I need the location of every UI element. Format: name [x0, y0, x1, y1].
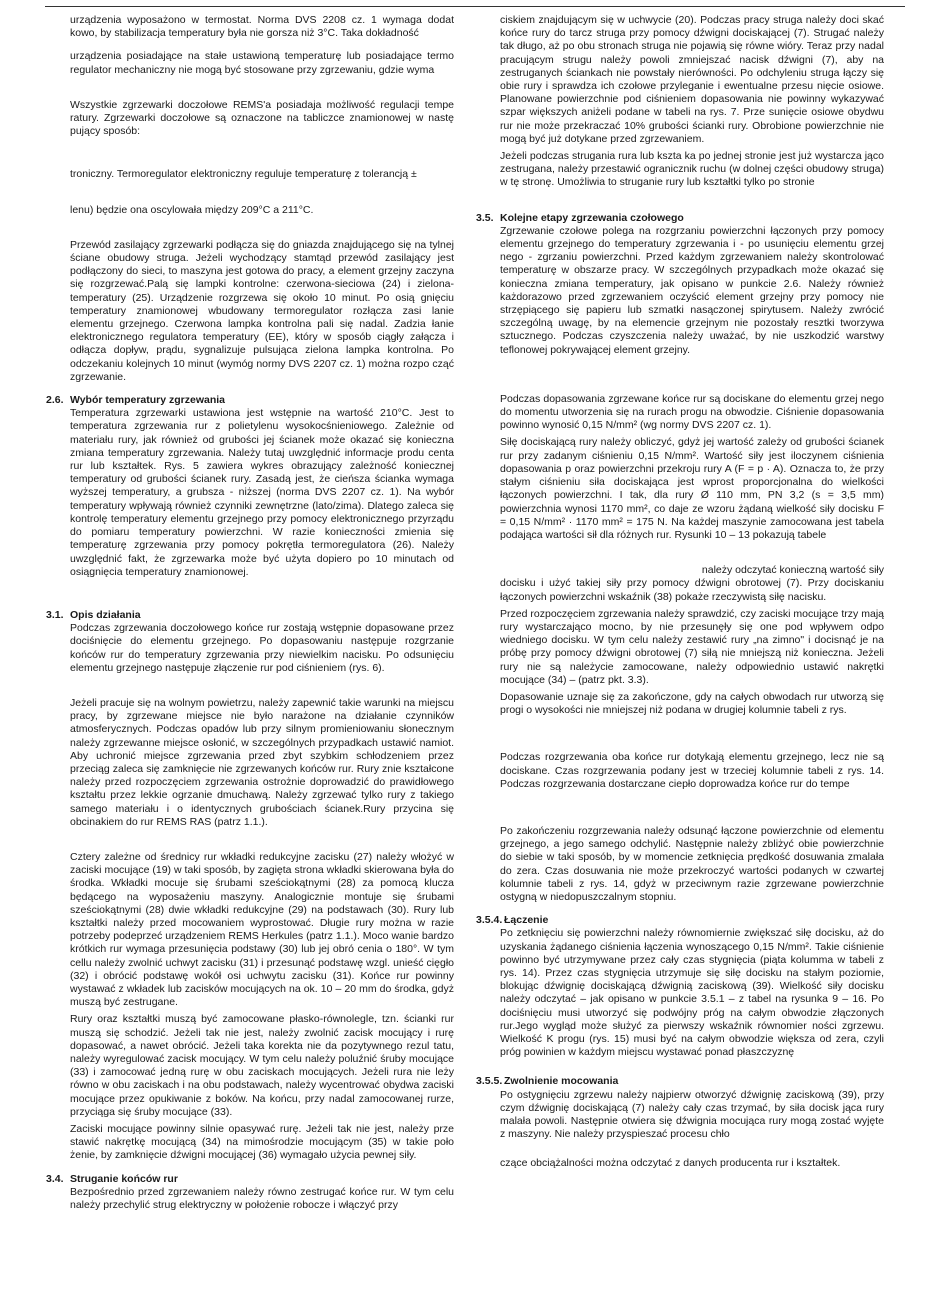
paragraph: Bezpośrednio przed zgrzewaniem należy równo zestrugać końce rur. W tym celu należy przechylić strug elektryczny w położenie robocze i włączyć przy — [70, 1185, 454, 1212]
section-title: Struganie końców rur — [70, 1172, 178, 1185]
section-title: Opis działania — [70, 608, 141, 621]
section-title: Łączenie — [504, 914, 549, 927]
paragraph: Po ostygnięciu zgrzewu należy najpierw otworzyć dźwignię zaciskową (39), przy czym dźwignię dociskającą (7) należy cały czas trzymać, by siła docisk jąca rury malała powoli. Następnie otwiera się dźwignia mocująca rury mogą zostać wyjęte z maszyny. Nie należy przyspieszać procesu chło — [500, 1088, 884, 1141]
paragraph: Wszystkie zgrzewarki doczołowe REMS'a posiadaja możliwość regulacji tempe ratury. Zgrzewarki doczołowe są oznaczone na tabliczce znamionowej w nastę pujący sposób: — [70, 98, 454, 138]
section-heading-3-5-5 — [476, 1075, 884, 1088]
paragraph: Podczas rozgrzewania oba końce rur dotykają elementu grzejnego, lecz nie są dociskane. Czas rozgrzewania podany jest w trzeciej kolumnie tabeli z rys. 14. Podczas rozgrzewania dostarczane ciepło doprowadza końce rur do tempe — [500, 751, 884, 790]
paragraph: należy odczytać konieczną wartość siły — [701, 564, 884, 577]
section-heading-3-1 — [46, 609, 454, 622]
paragraph: lenu) będzie ona oscylowała między 209°C a 211°C. — [70, 203, 314, 216]
section-number: 3.5.4. — [476, 914, 503, 927]
section-title: Kolejne etapy zgrzewania czołowego — [500, 211, 684, 224]
paragraph: Rury oraz kształtki muszą być zamocowane płasko-równolegle, tzn. ścianki rur muszą się schodzić. Jeżeli tak nie jest, należy zwolnić zacisk mocujący i rurę dopasować, a nawet obrócić. Jeżeli taka korekta nie da pozytywnego rezul tatu, należy wyregulować zacisk mocujący. W tym celu należy poluźnić śruby mocujące (33) i zamocować jedną rurę w obu zaciskach mocujących. Jeżeli rura nie leży równo w obu zaciskach i na obu podstawach, należy wycentrować obydwa zaciski mocujące przez opukiwanie z boków. Na końcu, przy nadal zamocowanej rurze, przyciąga się śruby mocujące (33). — [70, 1013, 454, 1118]
section-heading-2-6 — [46, 394, 454, 407]
paragraph: Przewód zasilający zgrzewarki podłącza się do gniazda znajdującego się na tylnej ściane obudowy struga. Jeżeli wychodzący stamtąd przewód zasilający jest podłączony do sieci, to maszyna jest gotowa do pracy, a element grzejny zaczyna się rozgrzewać.Palą się lampki kontrolne: czerwona-sieciowa (24) i zielona- temperatury (25). Urządzenie rozgrzewa się około 10 minut. Po osią gnięciu temperatury znamionowej wbudowany termoregulator rozłącza zasi lanie elementu grzejnego. Czerwona lampka kontrolna pali się nadal. Zadzia łanie elektronicznego regulatora temperatury (EE), który w sposób ciągły załącza i odłącza dopływ, prądu, sygnalizuje pulsująca zielona lampka kontrolna. Po odczekaniu kolejnych 10 minut (wymóg normy DVS 2207 cz. 1) można rozpo cząć zgrzewanie. — [70, 238, 454, 383]
section-number: 3.4. — [46, 1172, 64, 1185]
paragraph: czące obciążalności można odczytać z danych producenta rur i kształtek. — [500, 1157, 841, 1170]
left-column — [46, 14, 454, 1212]
paragraph: Cztery zależne od średnicy rur wkładki redukcyjne zacisku (27) należy włożyć w zaciski mocujące (19) w taki sposób, by zagięta strona wkładki skierowana była do środka. Wkładki mocuje się śrubami sześciokątnymi (28) za pomocą klucza będącego na wyposażeniu maszyny. Analogicznie montuje się śrubami sześciokątnymi (28) dwie wkładki redukcyjne (29) na podstawach (30). Rury lub kształtki należy przed mocowaniem wyprostować. Długie rury można w razie potrzeby podeprzeć urządzeniem REMS Herkules (patrz 1.1.). Moco wanie bardzo krótkich rur wymaga przesunięcia podstawy (30) lub jej obró cenia o 180°. W tym cellu należy zwolnić uchwyt zacisku (31) i przesunąć podstawę wzgl. unieść cięgło (32) i obrócić podstawę wokół osi uchwytu zacisku (31). Końce rur powinny wystawać z wkładek lub zacisków mocujących na ok. 10 – 20 mm do środka, gdyż muszą być zestrugane. — [70, 850, 454, 1009]
section-title: Wybór temperatury zgrzewania — [70, 394, 226, 407]
section-number: 3.1. — [46, 608, 64, 621]
paragraph: Dopasowanie uznaje się za zakończone, gdy na całych obwodach rur utworzą się progi o wysokości nie mniejszej niż podana w drugiej kolumnie tabeli z rys. — [500, 690, 884, 717]
section-number: 3.5.5. — [476, 1075, 503, 1088]
paragraph: docisku i użyć takiej siły przy pomocy dźwigni obrotowej (7). Przy dociskaniu łączonych powierzchni wskaźnik (38) pokaże rzeczywistą siłę nacisku. — [500, 577, 884, 603]
right-column — [476, 14, 884, 1171]
paragraph: troniczny. Termoregulator elektroniczny reguluje temperaturę z tolerancją ± — [70, 168, 417, 181]
paragraph: Siłę dociskającą rury należy obliczyć, gdyż jej wartość zależy od grubości ścianek rur przy zadanym ciśnieniu 0,15 N/mm². Wartość siły jest iloczynem ciśnienia dopasowania p oraz powierzchni przekroju rury A (F = p · A). Oznacza to, że przy stałym ciśnieniu siła dociskająca jest wprost proporcjonalna do wielkości łączonych powierzchni. I tak, dla rury Ø 110 mm, PN 3,2 (s = 3,5 mm) powierzchnia wynosi 1170 mm², co daje ze wzoru żądaną wielkość siły docisku F = 0,15 N/mm² · 1170 mm² = 175 N. Na każdej maszynie zamocowana jest tabela podająca wartości sił dla różnych rur. Rysunki 10 – 13 pokazują tabele — [500, 436, 884, 541]
paragraph: urządzenia posiadające na stałe ustawioną temperaturę lub posiadające termo regulator mechaniczny nie mogą być stosowane przy zgrzewaniu, gdzie wyma — [70, 50, 454, 76]
section-heading-3-4 — [46, 1173, 454, 1186]
paragraph: Podczas dopasowania zgrzewane końce rur są dociskane do elementu grzej nego do momentu utworzenia się na rurach progu na obwodzie. Ciśnienie dopasowania powinno wynosić 0,15 N/mm² (wg normy DVS 2207 cz. 1). — [500, 392, 884, 432]
paragraph: Zgrzewanie czołowe polega na rozgrzaniu powierzchni łączonych przy pomocy elementu grzejnego do temperatury zgrzewania i - po usunięciu elementu grzej nego - zgrzaniu powierzchni. Przed każdym zgrzewaniem należy skontrolować temperaturę w obszarze pracy. W szczególnych przypadkach może okazać się konieczna zmiana temperatury, jak opisano w punkcie 2.6. Należy również każdorazowo przed zgrzewaniem oczyścić element grzejny przy pomocy nie strzępiącego się papieru lub szmatki nasączonej spirytusem. Należy zwrócić szczególną uwagę, by na elemencie grzejnym nie pozostały resztki tworzywa sztucznego. Podczas czyszczenia należy uważać, by nie uszkodzić warstwy teflonowej pokrywającej element grzejny. — [500, 224, 884, 356]
paragraph: Podczas zgrzewania doczołowego końce rur zostają wstępnie dopasowane przez dociśnięcie do elementu grzejnego. Po dopasowaniu następuje rozgrzanie końców rur do temperatury zgrzewania przy niewielkim nacisku. Po odsunięciu elementu grzejnego następuje złączenie rur pod ciśnieniem (rys. 6). — [70, 622, 454, 674]
paragraph: Po zakończeniu rozgrzewania należy odsunąć łączone powierzchnie od elementu grzejnego, a jego samego odchylić. Następnie należy zbliżyć obie powierzchnie do siebie w taki sposób, by w momencie zetknięcia prędkość dosuwania zmalała do zera. Czas dosuwania nie może przekroczyć wartości podanych w czwartej kolumnie tabeli z rys. 14, gdyż w przeciwnym razie zgrzewane powierzchnie ostygną w niedopuszczalnym stopniu. — [500, 824, 884, 903]
paragraph: ciskiem znajdującym się w uchwycie (20). Podczas pracy struga należy doci skać końce rury do tarcz struga przy pomocy dźwigni dociskającej (7). Strugać należy tak długo, aż po obu stronach struga nie pojawią się równe wióry. Teraz przy nadal pracującym strugu należy powoli zmniejszać nacisk dźwigni (7), aby na zestruganych ściankach nie powstały nierówności. Po odchyleniu struga łączy się obie rury i sprawdza ich czołowe przyleganie i ewentualne przesu nięcie osiowe. Planowane powierzchnie pod ciśnieniem dopasowania nie powinny wykazywać szpar większych aniżeli podane w tabeli na rys. 7. Prze sunięcie osiowe obydwu rur nie może przekraczać 10% grubości ścianki rury. Obrobione powierzchnie nie mogą być już dotykane przed zgrzewaniem. — [500, 14, 884, 145]
paragraph: Temperatura zgrzewarki ustawiona jest wstępnie na wartość 210°C. Jest to temperatura zgrzewania rur z polietylenu wysokocśnieniowego. Zależnie od materiału rury, jak również od grubości jej ścianek może okazać się konieczna zmiana temperatury zgrzewania. Należy tutaj uwzględnić informacje produ centa rur lub kształtek. Rys. 5 zawiera wykres obrazujący zależność koniecznej temperatury od grubości ścianek rury. Zasadą jest, że cieńsza ścianka wymaga wyższej temperatury, a grubsza - niższej (norma DVS 2207 cz. 1). Na wybór temperatury wpływają również czynniki zewnętrzne (lato/zima). Dlatego zaleca się kontrolę temperatury elementu grzejnego przy pomocy elektronicznego przyrządu do pomiaru temperatury powierzchni. W razie konieczności zmienia się temperaturę zgrzewania przy pomocy pokrętła termoregulatora (26). Należy uwzględnić fakt, że zgrzewarka może być użyta dopiero po 10 minutach od osiągnięcia temperatury znamionowej. — [70, 407, 454, 578]
paragraph: urządzenia wyposażono w termostat. Norma DVS 2208 cz. 1 wymaga dodat kowo, by stabilizacja temperatury była nie gorsza niż 3°C. Taka dokładność — [70, 14, 454, 40]
section-title: Zwolnienie mocowania — [504, 1075, 619, 1088]
top-rule — [45, 6, 905, 7]
paragraph: Zaciski mocujące powinny silnie opasywać rurę. Jeżeli tak nie jest, należy prze stawić nakrętkę mocującą (34) na mimośrodzie mocującym (35) w takie poło żenie, by zamknięcie dźwigni mocującej (36) wymagało użycia pewnej siły. — [70, 1123, 454, 1162]
section-number: 3.5. — [476, 211, 494, 224]
section-heading-3-5 — [476, 212, 884, 225]
section-heading-3-5-4 — [476, 914, 884, 927]
paragraph: Przed rozpoczęciem zgrzewania należy sprawdzić, czy zaciski mocujące trzy mają rury wystarczająco mocno, by nie przesunęły się one pod wpływem odpo wiedniego docisku. W tym celu należy zestawić rury „na zimno" i docisnąć je na próbę przy pomocy dźwigni obrotowej (7) siłą nie mniejszą niż konieczna. Jeżeli rury nie są należycie zamocowane, należy odpowiednio ustawić nakrętki mocujące (34) – (patrz pkt. 3.3). — [500, 607, 884, 686]
section-number: 2.6. — [46, 394, 64, 407]
paragraph: Jeżeli pracuje się na wolnym powietrzu, należy zapewnić takie warunki na miejscu pracy, by zgrzewane miejsce nie było narażone na działanie czynników atmosferycznych. Podczas opadów lub przy silnym promieniowaniu słonecznym należy zgrzewanne miejsce osłonić, w szczególnych przypadkach ustawić namiot. Aby uchronić miejsce zgrzewania przed zbyt szybkim schłodzeniem przez przeciąg zaleca się zamknięcie nie zgrzewanych końców rur. Rury znie kształcone należy przed rozpoczęciem zgrzewania ostrożnie doprowadzić do prawidłowego kształtu przez lekkie ogrzanie dmuchawą. Należy zgrzewać tylko rury z takiego samego materiału i o identycznych grubościach ścianek.Rury przycina się obcinakiem do rur REMS RAS (patrz 1.1.). — [70, 696, 454, 828]
paragraph: Po zetknięciu się powierzchni należy równomiernie zwiększać siłę docisku, aż do uzyskania żądanego ciśnienia łączenia wynoszącego 0,15 N/mm². Takie ciśnienie powinno być utrzymywane przez cały czas stygnięcia (piąta kolumma w tabeli z rys. 14). Przez czas stygnięcia utrzymuje się siłę docisku na stałym poziomie, blokując dźwignię dociskającą dźwignią zaciskową (39). Wielkość siły docisku należy odczytać – jak opisano w punkcie 3.5.1 – z tabel na rysunka 9 – 16. Po dociśnięciu musi utworzyć się podwójny próg na całym obwodzie złączonych rur.Jego wygląd może służyć za pierwszy wskaźnik równomier ności zgrzewu. Wielkość K progu (rys. 15) musi być na całym obwodzie większa od zera, czyli próg powinien w każdym miejscu wystawać ponad płaszczyznę — [500, 927, 884, 1059]
paragraph: Jeżeli podczas strugania rura lub kszta ka po jednej stronie jest już wystarcza jąco zestrugana, należy przestawić ogranicznik ruchu (w dolnej części obudowy struga) w tę stronę. Umożliwia to struganie rury lub kształtki tylko po stronie — [500, 150, 884, 189]
